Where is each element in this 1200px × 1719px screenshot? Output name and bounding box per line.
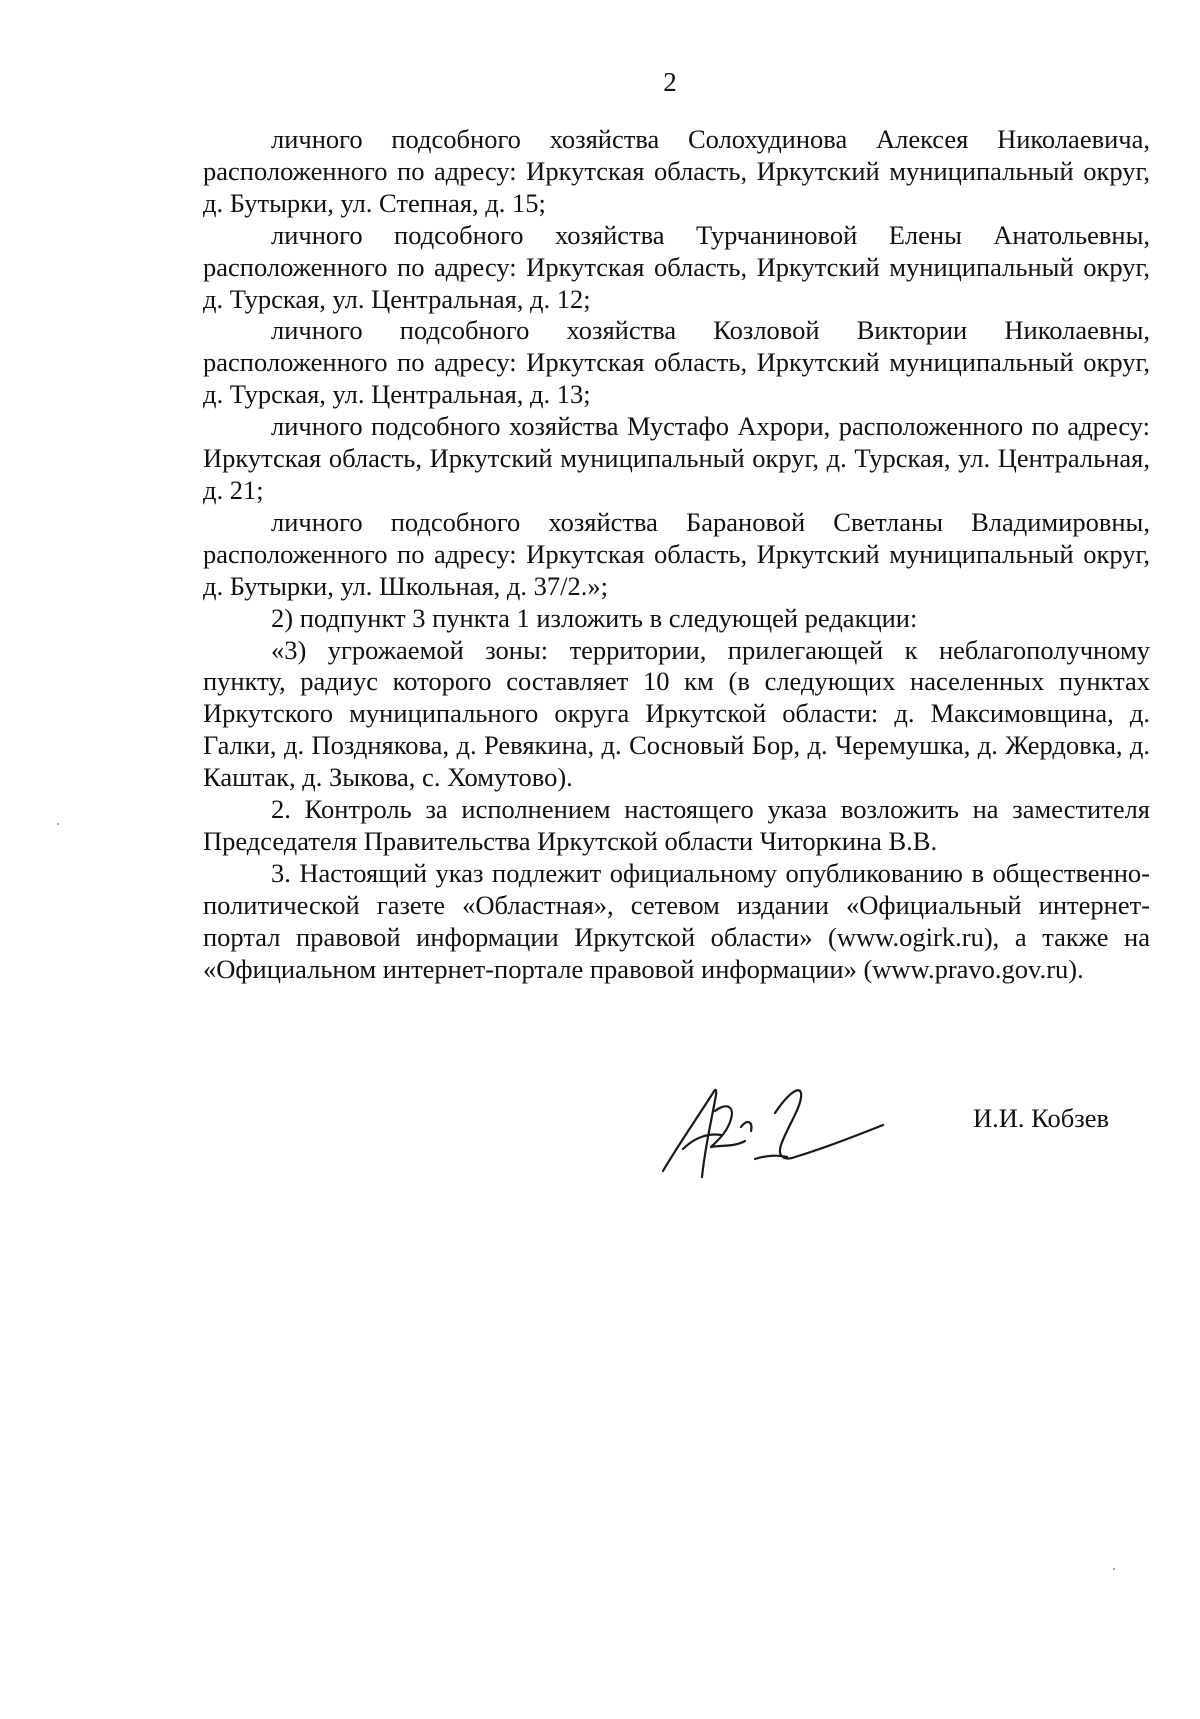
page-number: 2 [663,67,677,97]
scan-speck [1113,1568,1115,1570]
paragraph-household-kozlova: личного подсобного хозяйства Козловой Виктории Николаевны, расположенного по адресу: Иркутская область, Иркутский муниципальный округ, д. Турская, ул. Центральная, д. 13; [203,315,1150,410]
paragraph-household-mustafo: личного подсобного хозяйства Мустафо Ахрори, расположенного по адресу: Иркутская область, Иркутский муниципальный округ, д. Турская, ул. Центральная, д. 21; [203,411,1150,505]
paragraph-control: 2. Контроль за исполнением настоящего указа возложить на заместителя Председателя Правительства Иркутской области Читоркина В.В. [203,794,1150,856]
document-body [203,124,1150,985]
handwritten-signature [655,1075,895,1190]
paragraph-publication: 3. Настоящий указ подлежит официальному опубликованию в общественно-политической газете «Областная», сетевом издании «Официальный интернет-портал правовой информации Иркутской области» (www.ogirk.ru), а также на «Официальном интернет-портале правовой информации» (www.pravo.gov.ru). [203,857,1150,984]
signer-name: И.И. Кобзев [973,1103,1109,1133]
paragraph-amendment-subitem-3: 2) подпункт 3 пункта 1 изложить в следующей редакции: [271,602,918,633]
paragraph-household-solokhudinov: личного подсобного хозяйства Солохудинова Алексея Николаевича, расположенного по адресу: Иркутская область, Иркутский муниципальный округ, д. Бутырки, ул. Степная, д. 15; [203,124,1150,218]
paragraph-household-baranova: личного подсобного хозяйства Барановой Светланы Владимировны, расположенного по адресу: Иркутская область, Иркутский муниципальный округ, д. Бутырки, ул. Школьная, д. 37/2.»; [203,506,1150,601]
paragraph-household-turchaninova: личного подсобного хозяйства Турчаниновой Елены Анатольевны, расположенного по адресу: Иркутская область, Иркутский муниципальный округ, д. Турская, ул. Центральная, д. 12; [203,219,1150,314]
scan-speck [57,823,59,825]
paragraph-threatened-zone: «3) угрожаемой зоны: территории, прилегающей к неблагополучному пункту, радиус которого составляет 10 км (в следующих населенных пунктах Иркутского муниципального округа Иркутской области: д. Максимовщина, д. Галки, д. Позднякова, д. Ревякина, д. Сосновый Бор, д. Черемушка, д. Жердовка, д. Каштак, д. Зыкова, с. Хомутово). [203,634,1150,793]
